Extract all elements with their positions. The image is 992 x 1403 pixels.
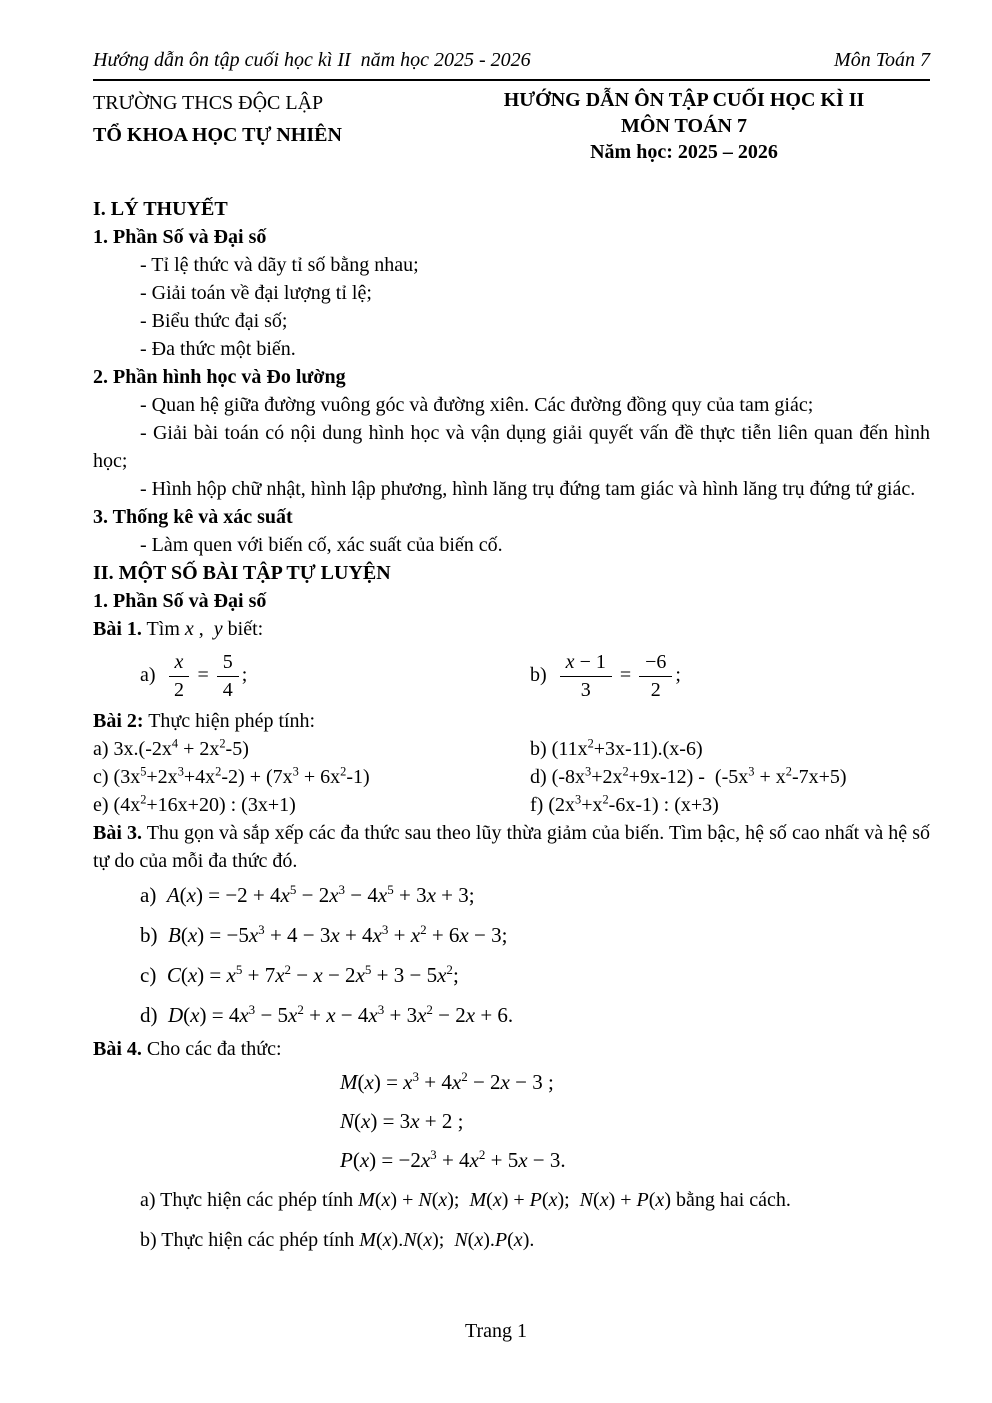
theory-s1-item: - Đa thức một biến. [140, 338, 296, 360]
running-header [93, 46, 930, 74]
bai4-item-a: a) Thực hiện các phép tính M(x) + N(x); M(x) + P(x); N(x) + P(x) bằng hai cách. [140, 1189, 791, 1211]
theory-s1-item: - Biểu thức đại số; [140, 310, 288, 332]
document-year: Năm học: 2025 – 2026 [590, 141, 778, 163]
bai4-item-b: b) Thực hiện các phép tính M(x).N(x); N(x).P(x). [140, 1229, 535, 1251]
bai2-row-2 [93, 763, 930, 791]
bai3-item-c: c) $C(x) = x^5 + 7x^2 - x - 2x^5 + 3 - 5x^2$; [140, 962, 459, 987]
theory-s2-item: - Quan hệ giữa đường vuông góc và đường xiên. Các đường đồng quy của tam giác; [140, 394, 814, 416]
bai4-title: Bài 4. Cho các đa thức: [93, 1038, 282, 1060]
bai2-row-1 [93, 735, 930, 763]
theory-s1-item: - Tỉ lệ thức và dãy tỉ số bằng nhau; [140, 254, 419, 276]
department-name: TỔ KHOA HỌC TỰ NHIÊN [93, 124, 342, 146]
theory-heading: I. LÝ THUYẾT [93, 198, 228, 220]
bai2-item-a: a) $3x.(-2x^4 + 2x^2-5)$ [93, 736, 249, 760]
bai3-intro: Bài 3. Thu gọn và sắp xếp các đa thức sau theo lũy thừa giảm của biến. Tìm bậc, hệ số cao nhất và hệ số tự do của mỗi đa thức đó. [93, 822, 930, 872]
document-title: HƯỚNG DẪN ÔN TẬP CUỐI HỌC KÌ II [503, 89, 865, 111]
bai2-row-3 [93, 791, 930, 819]
bai2-title: Bài 2: Thực hiện phép tính: [93, 710, 316, 732]
page-number: Trang 1 [464, 1320, 528, 1342]
theory-s2-item: - Hình hộp chữ nhật, hình lập phương, hình lăng trụ đứng tam giác và hình lăng trụ đứng tứ giác. [140, 478, 916, 500]
bai2-item-c: c) $(3x^5+2x^3+4x^2-2) + (7x^3 + 6x^2-1)$ [93, 764, 370, 788]
bai4-equation-p: $P(x) = -2x^3 + 4x^2 + 5x - 3$. [340, 1147, 566, 1172]
school-name: TRƯỜNG THCS ĐỘC LẬP [93, 92, 324, 114]
school-block [93, 87, 438, 165]
theory-s3-heading: 3. Thống kê và xác suất [93, 506, 293, 528]
bai1-item-b: b) $\frac{x - 1}{3}$ = $\frac{-6}{2}$ ; [530, 650, 681, 701]
running-header-left: Hướng dẫn ôn tập cuối học kì II năm học 2025 - 2026 [93, 49, 531, 71]
title-block [438, 87, 930, 165]
bai4-equation-m: $M(x) = x^3 + 4x^2 - 2x - 3$ ; [340, 1069, 554, 1094]
document-header [93, 87, 930, 165]
exercises-heading: II. MỘT SỐ BÀI TẬP TỰ LUYỆN [93, 562, 391, 584]
bai2-item-d: d) $(-8x^3+2x^2+9x-12) - (-5x^3 + x^2-7x+5)$ [530, 764, 847, 788]
bai2-item-e: e) $(4x^2+16x+20)$ : (3x+1) [93, 792, 296, 816]
theory-s3-item: - Làm quen với biến cố, xác suất của biến cố. [140, 534, 503, 556]
bai3-item-a: a) $A(x) = -2 + 4x^5 - 2x^3 - 4x^5 + 3x + 3$; [140, 882, 475, 907]
header-divider [93, 79, 930, 81]
theory-s1-heading: 1. Phần Số và Đại số [93, 226, 267, 248]
theory-s2-item: - Giải bài toán có nội dung hình học và vận dụng giải quyết vấn đề thực tiễn liên quan đến hình học; [93, 422, 930, 472]
bai2-item-f: f) $(2x^3+x^2-6x-1)$ : (x+3) [530, 792, 719, 816]
theory-s2-heading: 2. Phần hình học và Đo lường [93, 366, 346, 388]
bai1-title: Bài 1. Tìm x , y biết: [93, 618, 264, 640]
bai1-row [93, 643, 930, 707]
exercises-sub-heading: 1. Phần Số và Đại số [93, 590, 267, 612]
document-subject: MÔN TOÁN 7 [621, 115, 747, 137]
running-header-right: Môn Toán 7 [834, 49, 930, 71]
theory-s1-item: - Giải toán về đại lượng tỉ lệ; [140, 282, 372, 304]
bai3-item-d: d) $D(x) = 4x^3 - 5x^2 + x - 4x^3 + 3x^2 - 2x + 6$. [140, 1002, 514, 1027]
bai2-item-b: b) $(11x^2+3x-11).(x-6)$ [530, 736, 703, 760]
bai4-equation-n: N(x) = 3x + 2 ; [340, 1109, 464, 1133]
bai3-item-b: b) $B(x) = -5x^3 + 4 - 3x + 4x^3 + x^2 + 6x - 3$; [140, 922, 508, 947]
bai1-item-a: a) $\frac{x}{2}$ = $\frac{5}{4}$ ; [140, 650, 248, 701]
